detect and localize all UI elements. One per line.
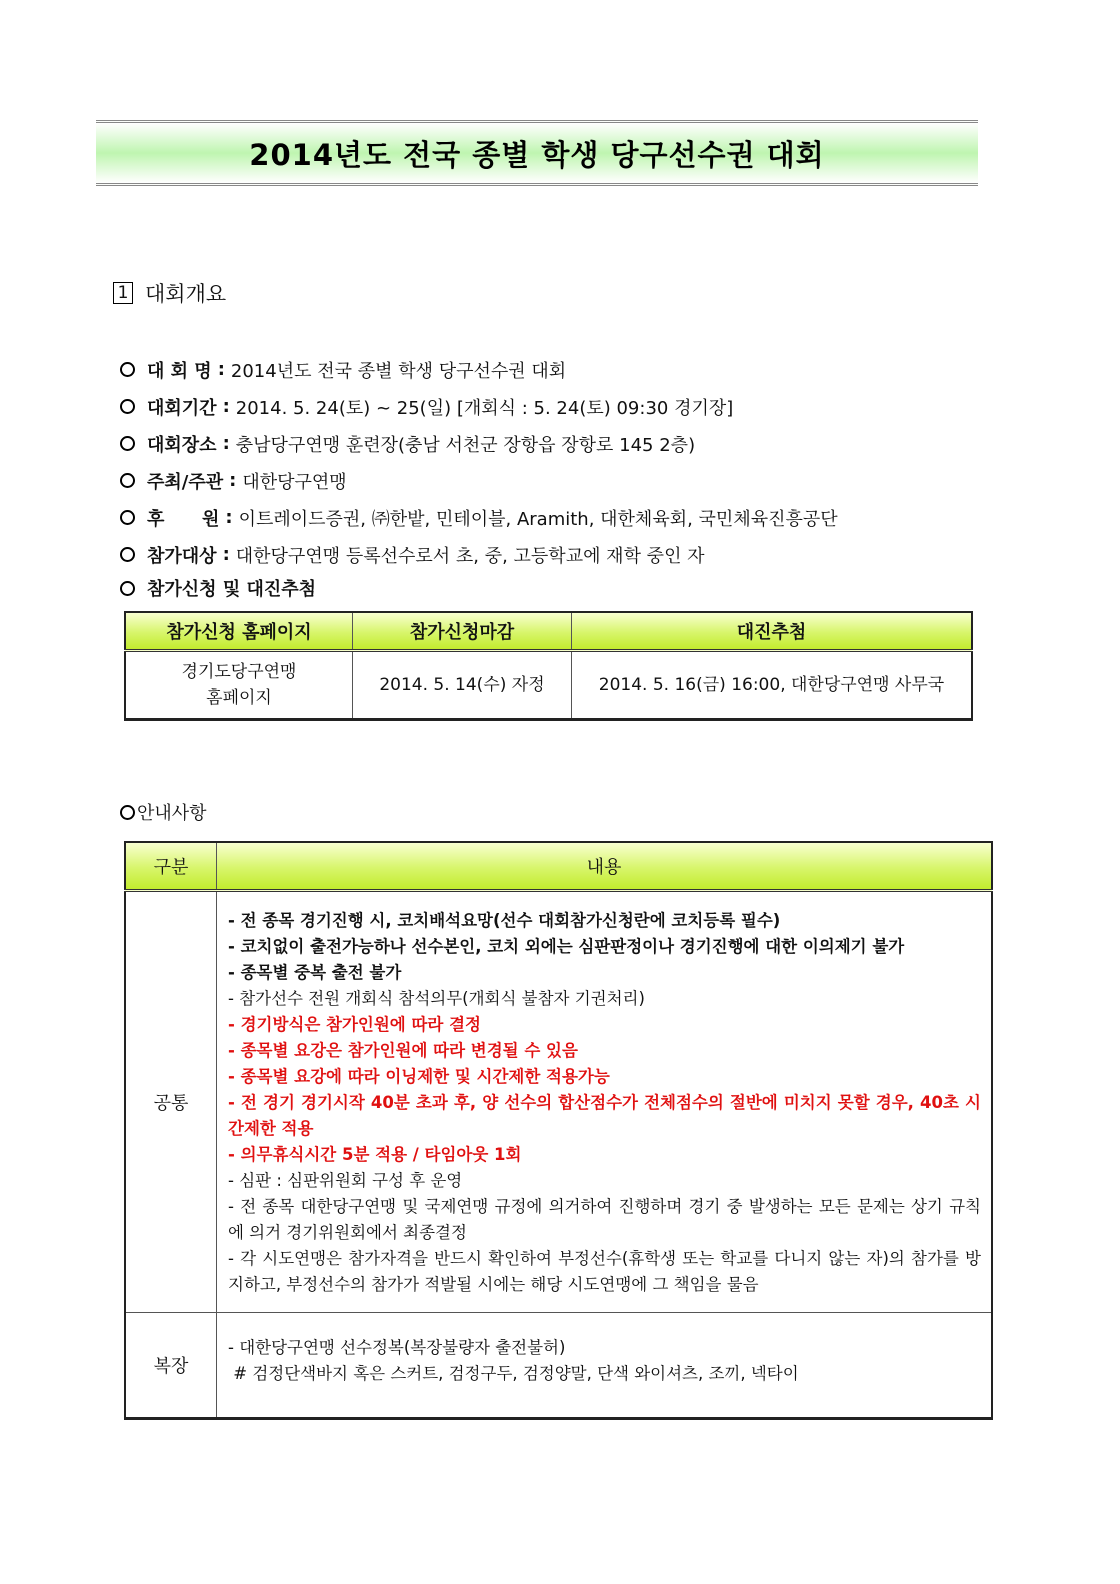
notice-line: - 대한당구연맹 선수정복(복장불량자 출전불허) — [228, 1338, 566, 1357]
document-title-banner — [96, 120, 978, 186]
overview-item — [120, 351, 1020, 388]
notice-line-emphasis: - 경기방식은 참가인원에 따라 결정 — [228, 1015, 481, 1034]
notice-line-emphasis: - 전 경기 경기시작 40분 초과 후, 양 선수의 합산점수가 전체점수의 절반에 미치지 못할 경우, 40초 시간제한 적용 — [228, 1093, 981, 1138]
overview-value: 2014. 5. 24(토) ~ 25(일) [개회식 : 5. 24(토) 09:30 경기장] — [235, 397, 734, 419]
colon-separator: : — [229, 470, 237, 491]
column-header: 참가신청 홈페이지 — [125, 612, 353, 651]
notice-line-emphasis: - 종목별 요강은 참가인원에 따라 변경될 수 있음 — [228, 1041, 578, 1060]
column-header: 구분 — [125, 842, 217, 891]
registration-table — [124, 611, 973, 721]
circle-bullet-icon — [120, 473, 135, 488]
category-label: 복장 — [125, 1313, 217, 1419]
column-header: 내용 — [217, 842, 993, 891]
circle-bullet-icon — [120, 399, 135, 414]
circle-bullet-icon — [120, 436, 135, 451]
overview-label: 주최/주관 — [147, 471, 224, 493]
overview-label: 대 회 명 — [147, 360, 212, 382]
overview-item — [120, 388, 1020, 425]
notice-line: - 종목별 중복 출전 불가 — [228, 963, 402, 982]
section-label: 대회개요 — [145, 282, 227, 306]
overview-label: 대회장소 — [147, 434, 217, 456]
notice-line: - 전 종목 대한당구연맹 및 국제연맹 규정에 의거하여 진행하며 경기 중 발생하는 모든 문제는 상기 규칙에 의거 경기위원회에서 최종결정 — [228, 1197, 981, 1242]
circle-bullet-icon — [120, 805, 135, 820]
colon-separator: : — [222, 433, 230, 454]
table-header-row — [125, 842, 992, 891]
circle-bullet-icon — [120, 362, 135, 377]
overview-label: 참가신청 및 대진추첨 — [147, 579, 317, 600]
category-content — [217, 891, 993, 1313]
circle-bullet-icon — [120, 581, 135, 596]
table-row — [125, 651, 972, 720]
colon-separator: : — [217, 359, 225, 380]
overview-value: 이트레이드증권, ㈜한밭, 민테이블, Aramith, 대한체육회, 국민체육진흥공단 — [238, 508, 838, 530]
notice-line: - 코치없이 출전가능하나 선수본인, 코치 외에는 심판판정이나 경기진행에 대한 이의제기 불가 — [228, 937, 905, 956]
circle-bullet-icon — [120, 547, 135, 562]
table-header-row — [125, 612, 972, 651]
colon-separator: : — [222, 544, 230, 565]
overview-label: 참가대상 — [147, 545, 217, 567]
overview-label: 대회기간 — [147, 397, 217, 419]
notice-line: - 심판 : 심판위원회 구성 후 운영 — [228, 1171, 463, 1190]
homepage-line: 홈페이지 — [206, 688, 272, 708]
notice-line: - 참가선수 전원 개회식 참석의무(개회식 불참자 기권처리) — [228, 989, 645, 1008]
overview-value: 대한당구연맹 등록선수로서 초, 중, 고등학교에 재학 중인 자 — [235, 545, 705, 567]
table-row — [125, 891, 992, 1313]
notice-line-emphasis: - 의무휴식시간 5분 적용 / 타임아웃 1회 — [228, 1145, 522, 1164]
section-number: 1 — [113, 282, 133, 304]
notice-heading — [120, 799, 207, 825]
notice-line-emphasis: - 종목별 요강에 따라 이닝제한 및 시간제한 적용가능 — [228, 1067, 610, 1086]
draw-cell: 2014. 5. 16(금) 16:00, 대한당구연맹 사무국 — [572, 651, 973, 720]
circle-bullet-icon — [120, 510, 135, 525]
notice-table — [124, 841, 993, 1420]
overview-label: 후 원 — [147, 508, 220, 530]
document-title: 2014년도 전국 종별 학생 당구선수권 대회 — [249, 137, 825, 172]
homepage-line: 경기도당구연맹 — [181, 662, 297, 682]
colon-separator: : — [225, 507, 233, 528]
category-label: 공통 — [125, 891, 217, 1313]
overview-item — [120, 536, 1020, 573]
category-content — [217, 1313, 993, 1419]
overview-value: 2014년도 전국 종별 학생 당구선수권 대회 — [230, 360, 567, 382]
overview-value: 충남당구연맹 훈련장(충남 서천군 장항읍 장항로 145 2층) — [235, 434, 696, 456]
section-heading — [113, 278, 226, 308]
colon-separator: : — [222, 396, 230, 417]
overview-item — [120, 573, 1020, 603]
notice-heading-label: 안내사항 — [137, 803, 207, 824]
overview-item — [120, 462, 1020, 499]
overview-item — [120, 499, 1020, 536]
deadline-cell: 2014. 5. 14(수) 자정 — [353, 651, 572, 720]
overview-item — [120, 425, 1020, 462]
homepage-cell — [125, 651, 353, 720]
overview-list — [120, 351, 1020, 603]
column-header: 대진추첨 — [572, 612, 973, 651]
notice-line: # 검정단색바지 혹은 스커트, 검정구두, 검정양말, 단색 와이셔츠, 조끼, 넥타이 — [228, 1364, 799, 1383]
table-row — [125, 1313, 992, 1419]
notice-line: - 전 종목 경기진행 시, 코치배석요망(선수 대회참가신청란에 코치등록 필수) — [228, 911, 781, 930]
notice-line: - 각 시도연맹은 참가자격을 반드시 확인하여 부정선수(휴학생 또는 학교를 다니지 않는 자)의 참가를 방지하고, 부정선수의 참가가 적발될 시에는 해당 시도연맹에 그 책임을 물음 — [228, 1249, 981, 1294]
column-header: 참가신청마감 — [353, 612, 572, 651]
overview-value: 대한당구연맹 — [242, 471, 347, 493]
